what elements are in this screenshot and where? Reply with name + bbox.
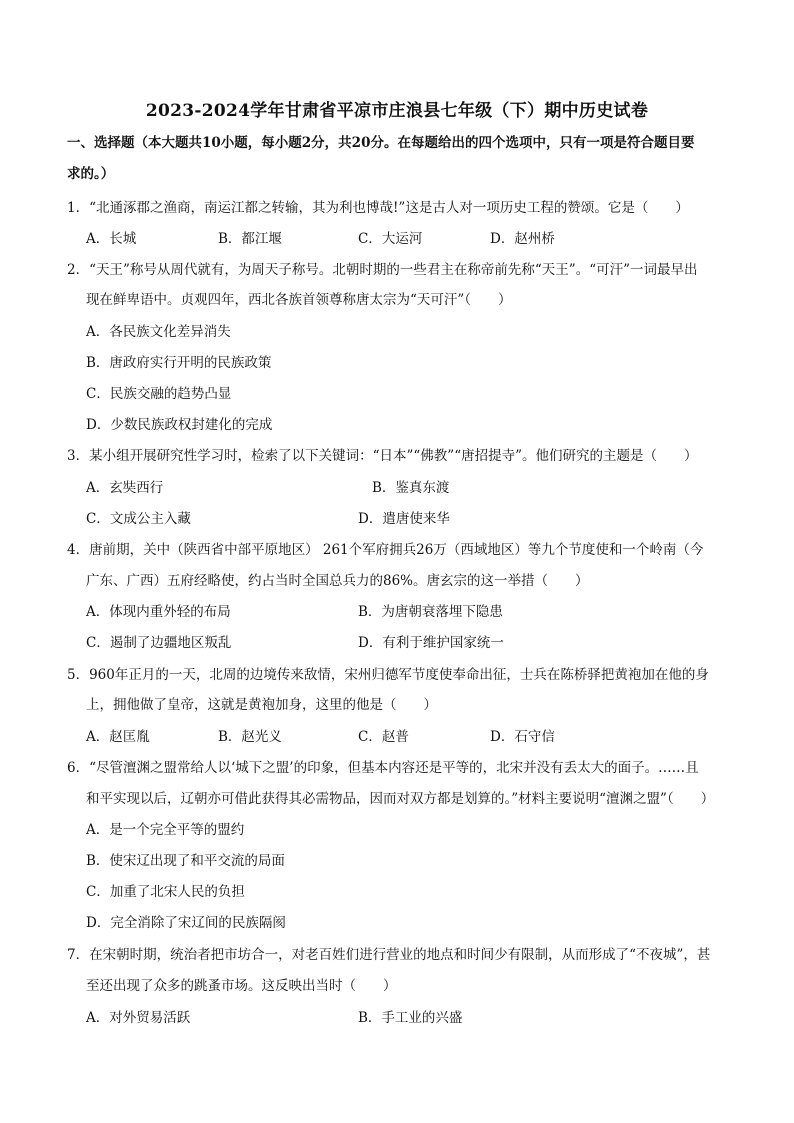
question-1-option-b: B．都江堰 [218, 231, 282, 247]
question-4-option-d: D．有利于维护国家统一 [358, 635, 504, 651]
question-6-option-c: C．加重了北宋人民的负担 [86, 884, 245, 900]
question-4-stem-line-2: 广东、广西）五府经略使，约占当时全国总兵力的86%。唐玄宗的这一举措（ ） [86, 573, 589, 589]
question-3-option-a: A．玄奘西行 [86, 480, 164, 496]
question-1-option-c: C．大运河 [358, 231, 423, 247]
question-3-option-d: D．遣唐使来华 [358, 511, 450, 527]
question-2-option-c: C．民族交融的趋势凸显 [86, 386, 232, 402]
page-title: 2023-2024学年甘肃省平凉市庄浪县七年级（下）期中历史试卷 [145, 101, 649, 121]
question-7-option-b: B．手工业的兴盛 [358, 1010, 463, 1026]
question-5-stem-line-2: 上，拥他做了皇帝，这就是黄袍加身，这里的他是（ ） [86, 697, 437, 713]
question-5-option-c: C．赵普 [358, 729, 409, 745]
question-2-option-d: D．少数民族政权封建化的完成 [86, 417, 273, 433]
question-7-stem-line-1: 7．在宋朝时期，统治者把市坊合一，对老百姓们进行营业的地点和时间少有限制，从而形成了“不夜城”，甚 [67, 947, 711, 963]
question-4-option-b: B．为唐朝衰落埋下隐患 [358, 604, 503, 620]
question-3-option-b: B．鉴真东渡 [372, 480, 450, 496]
question-6-option-b: B．使宋辽出现了和平交流的局面 [86, 853, 285, 869]
question-1-stem: 1．“北通涿郡之渔商，南运江都之转输，其为利也博哉!”这是古人对一项历史工程的赞颂。它是（ ） [67, 200, 689, 216]
section-heading [67, 128, 737, 190]
question-6-option-a: A．是一个完全平等的盟约 [86, 822, 245, 838]
question-2-option-a: A．各民族文化差异消失 [86, 324, 231, 340]
question-4-stem-line-1: 4．唐前期，关中（陕西省中部平原地区） 261个军府拥兵26万（西域地区）等九个节度使和一个岭南（今 [67, 542, 704, 558]
question-1-option-a: A．长城 [86, 231, 137, 247]
question-4-option-c: C．遏制了边疆地区叛乱 [86, 635, 232, 651]
question-1-option-d: D．赵州桥 [490, 231, 555, 247]
question-5-option-a: A．赵匡胤 [86, 729, 150, 745]
question-3-option-c: C．文成公主入藏 [86, 511, 191, 527]
question-5-stem-line-1: 5．960年正月的一天，北周的边境传来敌情，宋州归德军节度使奉命出征，士兵在陈桥驿把黄袍加在他的身 [67, 667, 709, 683]
question-2-stem-line-1: 2．“天王”称号从周代就有，为周天子称号。北朝时期的一些君主在称帝前先称“天王”。“可汗”一词最早出 [67, 262, 698, 278]
question-6-stem-line-2: 和平实现以后，辽朝亦可借此获得其必需物品，因而对双方都是划算的。”材料主要说明“澶渊之盟”（ ） [86, 791, 715, 807]
question-7-option-a: A．对外贸易活跃 [86, 1010, 191, 1026]
section-heading-line-1: 一、选择题（本大题共10小题，每小题2分，共20分。在每题给出的四个选项中，只有一项是符合题目要 [67, 135, 695, 151]
question-3-stem: 3．某小组开展研究性学习时，检索了以下关键词：“日本”“佛教”“唐招提寺”。他们研究的主题是（ ） [67, 448, 698, 464]
question-2-option-b: B．唐政府实行开明的民族政策 [86, 355, 272, 371]
section-heading-line-2: 求的。） [67, 166, 115, 182]
question-7-stem-line-2: 至还出现了众多的跳蚤市场。这反映出当时（ ） [86, 978, 397, 994]
question-5-option-d: D．石守信 [490, 729, 555, 745]
question-5-option-b: B．赵光义 [218, 729, 282, 745]
question-2-stem-line-2: 现在鲜卑语中。贞观四年，西北各族首领尊称唐太宗为“天可汗”（ ） [86, 292, 512, 308]
question-6-option-d: D．完全消除了宋辽间的民族隔阂 [86, 915, 286, 931]
question-6-stem-line-1: 6．“尽管澶渊之盟常给人以‘城下之盟’的印象，但基本内容还是平等的，北宋并没有丢太大的面子。……且 [67, 760, 699, 776]
question-4-option-a: A．体现内重外轻的布局 [86, 604, 231, 620]
